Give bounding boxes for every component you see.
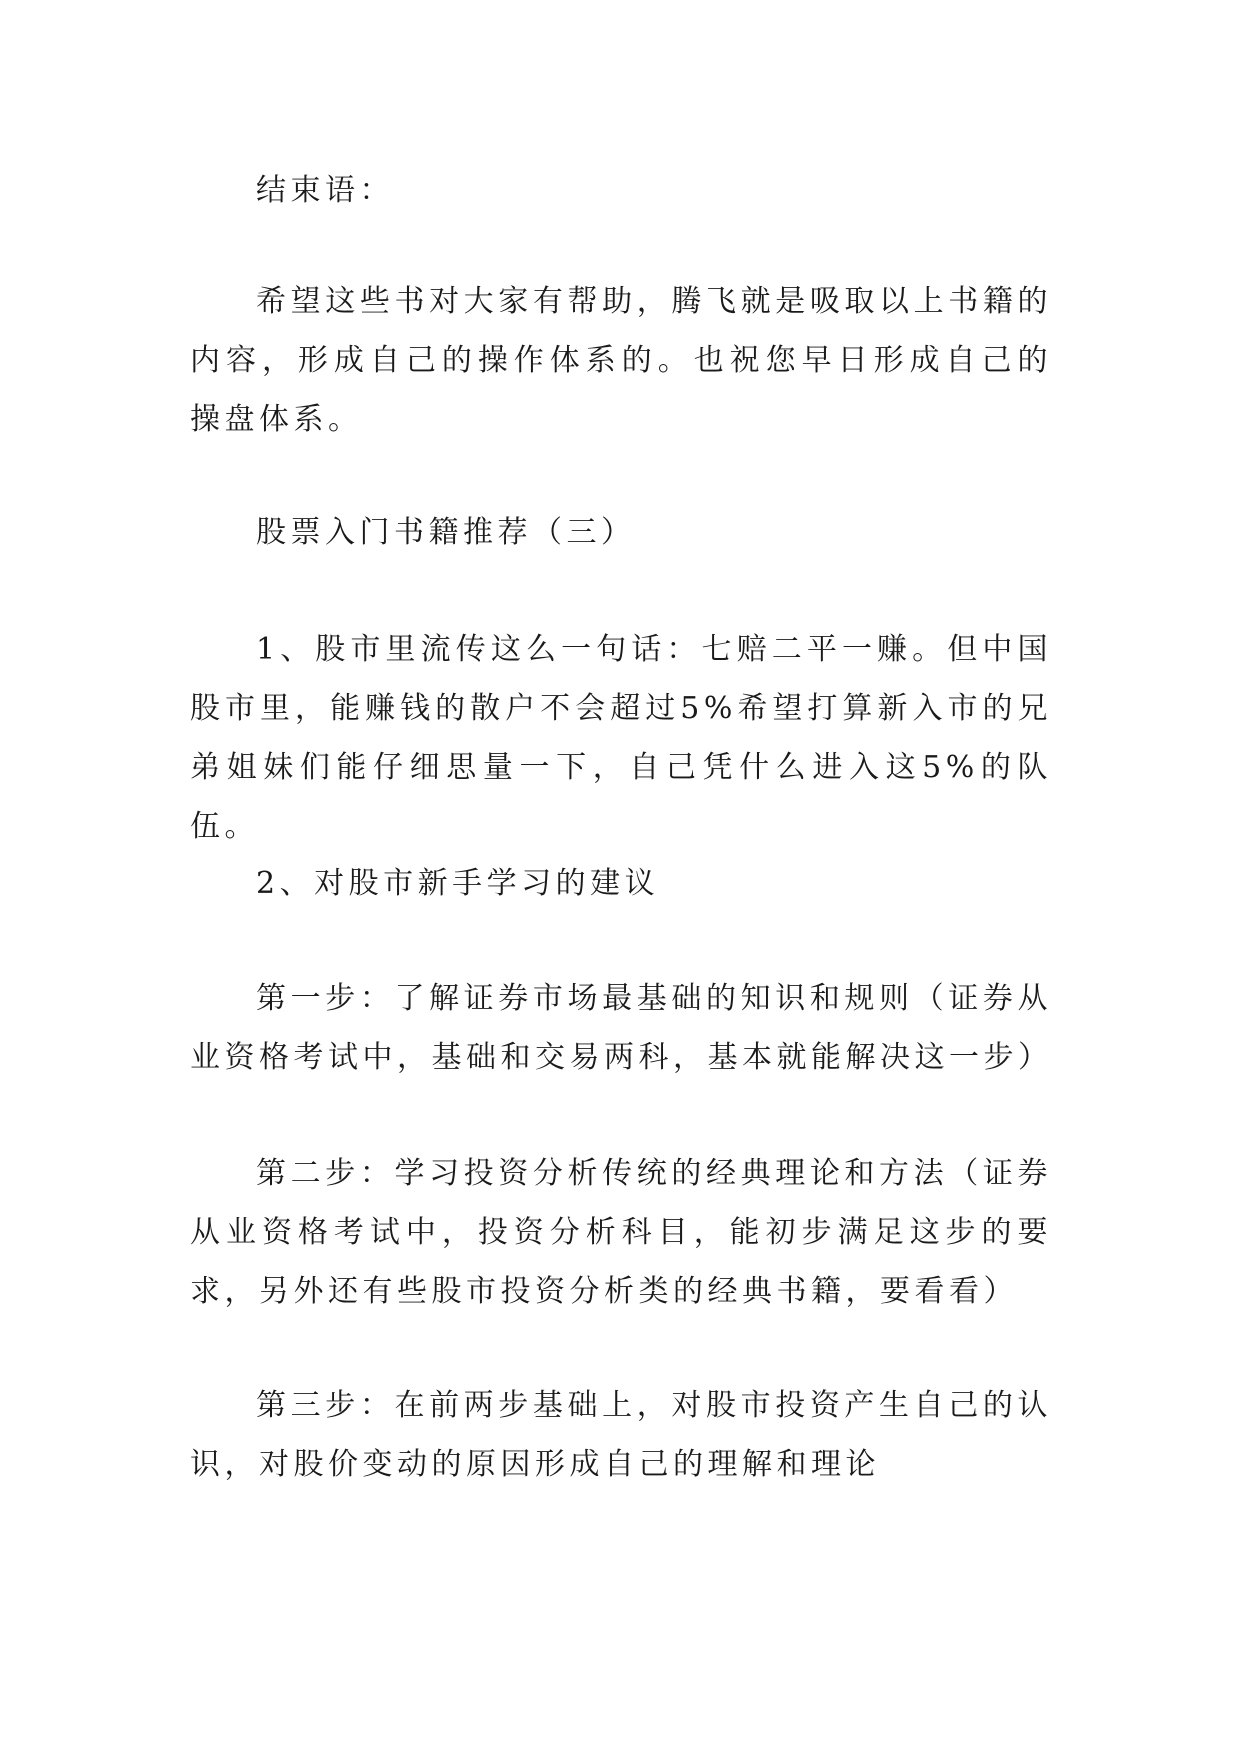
paragraph-step-1: 第一步：了解证券市场最基础的知识和规则（证券从业资格考试中，基础和交易两科，基本就能解决这一步） xyxy=(190,981,1053,1075)
paragraph-step-2: 第二步：学习投资分析传统的经典理论和方法（证券从业资格考试中，投资分析科目，能初步满足这步的要求，另外还有些股市投资分析类的经典书籍，要看看） xyxy=(190,1156,1052,1309)
heading-book-recommendation: 股票入门书籍推荐（三） xyxy=(256,515,636,550)
paragraph-step-3: 第三步：在前两步基础上，对股市投资产生自己的认识，对股价变动的原因形成自己的理解和理论 xyxy=(190,1388,1052,1482)
paragraph-conclusion-text: 希望这些书对大家有帮助，腾飞就是吸取以上书籍的内容，形成自己的操作体系的。也祝您早日形成自己的操盘体系。 xyxy=(190,284,1052,437)
paragraph-point-2: 2、对股市新手学习的建议 xyxy=(256,866,660,901)
paragraph-point-1: 1、股市里流传这么一句话：七赔二平一赚。但中国股市里，能赚钱的散户不会超过5%希望打算新入市的兄弟姐妹们能仔细思量一下，自己凭什么进入这5%的队伍。 xyxy=(190,632,1052,844)
heading-conclusion: 结束语： xyxy=(256,173,394,208)
